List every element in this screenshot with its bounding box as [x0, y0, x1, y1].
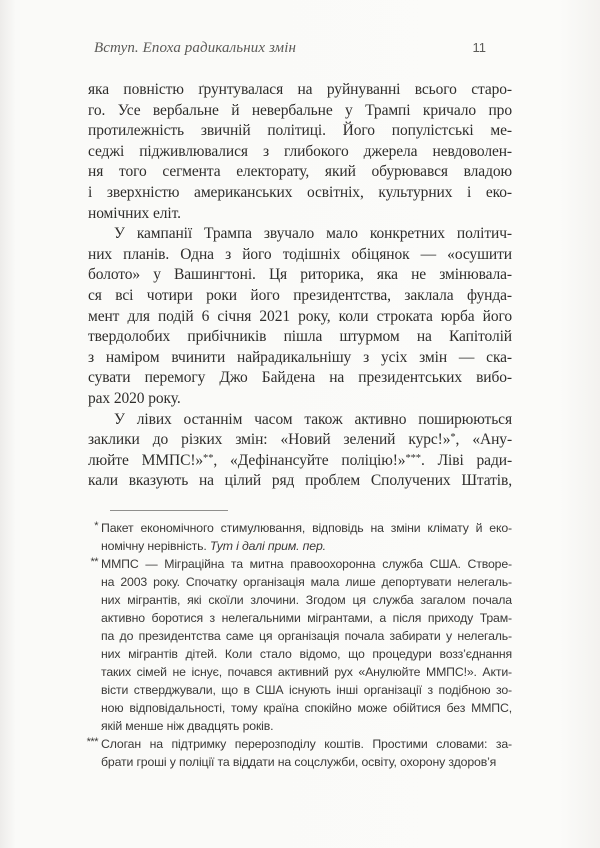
page-header: [88, 40, 512, 57]
footnote-line: Слоган на підтримку перерозподілу коштів. Простими словами: за-: [101, 737, 512, 751]
body-line: го. Усе вербальне й невербальне у Трампі кричало про: [88, 101, 512, 119]
text-segment: люйте ММПС!»: [88, 451, 204, 469]
body-line: кали вказують на цілий ряд проблем Сполучених Штатів,: [88, 472, 512, 490]
footnote-line: ММПС — Міграційна та митна правоохоронна служба США. Створе-: [101, 557, 512, 571]
body-line: рах 2020 року.: [88, 389, 181, 407]
footnote-line: брати гроші у поліції та віддати на соцслужби, освіту, охорону здоров’я: [101, 755, 497, 769]
footnote-reference-mark: **: [203, 452, 214, 464]
footnote-reference-mark: *: [450, 432, 456, 444]
footnotes: [88, 519, 512, 771]
body-line: ся всі чотири роки його президентства, заклала фунда-: [88, 286, 512, 304]
footnote-line: якій менше ніж двадцять років.: [101, 719, 274, 733]
body-line: сувати перемогу Джо Байдена на президентських вибо-: [88, 369, 512, 387]
text-segment: , «Дефінансуйте поліцію!»: [213, 451, 406, 469]
body-line: протилежність звичній політиці. Його популістські ме-: [88, 122, 512, 140]
footnote-marker: *: [94, 520, 98, 532]
text-segment: , «Ану-: [455, 431, 512, 449]
footnote-line: Пакет економічного стимулювання, відповідь на зміни клімату й еко-: [101, 521, 512, 535]
page-number: 11: [472, 40, 486, 55]
footnote-line: таких сімей не існує, почався активний рух «Анулюйте ММПС!». Акти-: [101, 665, 512, 679]
body-line: і зверхністю американських освітніх, культурних і еко-: [88, 183, 512, 201]
text-segment: . Ліві ради-: [420, 451, 512, 469]
body-line: У лівих останнім часом також активно поширюються: [114, 410, 512, 428]
text-segment: номічну нерівність.: [101, 539, 210, 553]
paragraph: [88, 410, 512, 492]
paragraph: [88, 224, 512, 409]
footnote-marker: **: [90, 556, 98, 568]
footnote-marker: ***: [86, 736, 98, 748]
body-line: болото» у Вашингтоні. Ця риторика, яка не змінювала-: [88, 266, 512, 284]
footnote-line: них мігрантів, які скоїли злочини. Згодом ця служба загалом почала: [101, 593, 512, 607]
footnote: [88, 735, 512, 771]
footnote-line: на 2003 року. Спочатку організація мала лише депортувати нелегаль-: [101, 575, 512, 589]
body-line: [88, 451, 512, 472]
footnote-line: вісти стверджували, що в США існують інші організації з подібною зо-: [101, 683, 512, 697]
body-line: мент для подій 6 січня 2021 року, коли строката юрба його: [88, 307, 512, 325]
footnote-line: [101, 537, 512, 555]
body-line: ня того сегмента електорату, який обурювався владою: [88, 163, 512, 181]
body-line: седжі підживлювалися з глибокого джерела невдоволен-: [88, 142, 512, 160]
footnote-rule: [110, 510, 228, 511]
italic-text: Тут і далі прим. пер.: [209, 539, 326, 553]
body-line: твердолобих прибічників пішла штурмом на Капітолій: [88, 328, 512, 346]
body-line: яка повністю ґрунтувалася на руйнуванні всього старо-: [88, 81, 512, 98]
footnote-text: [101, 735, 512, 771]
footnote-line: па до президентства саме ця організація почала забирати у нелегаль-: [101, 629, 512, 643]
footnote: [88, 555, 512, 735]
footnote-reference-mark: ***: [405, 452, 421, 464]
footnote-text: [101, 519, 512, 555]
paragraph: [88, 80, 512, 224]
footnote: [88, 519, 512, 555]
footnote-line: ною відповідальності, тому країна спокійно може обійтися без ММПС,: [101, 701, 512, 715]
footnote-line: них мігрантів дітей. Коли стало відомо, що процедури возз’єднання: [101, 647, 512, 661]
body-line: [88, 430, 512, 451]
body-line: з наміром вчинити найрадикальнішу з усіх змін — ска-: [88, 348, 512, 366]
footnote-line: активно боротися з нелегальними мігрантами, а після приходу Трам-: [101, 611, 512, 625]
body-line: У кампанії Трампа звучало мало конкретних політич-: [114, 225, 512, 243]
body-line: номічних еліт.: [88, 204, 181, 222]
body-line: них планів. Одна з його тодішніх обіцянок — «осушити: [88, 245, 512, 263]
running-header: Вступ. Епоха радикальних змін: [94, 40, 297, 56]
text-segment: заклики до різких змін: «Новий зелений курс!»: [88, 431, 451, 449]
footnote-text: [101, 555, 512, 735]
body-text: [88, 80, 512, 492]
